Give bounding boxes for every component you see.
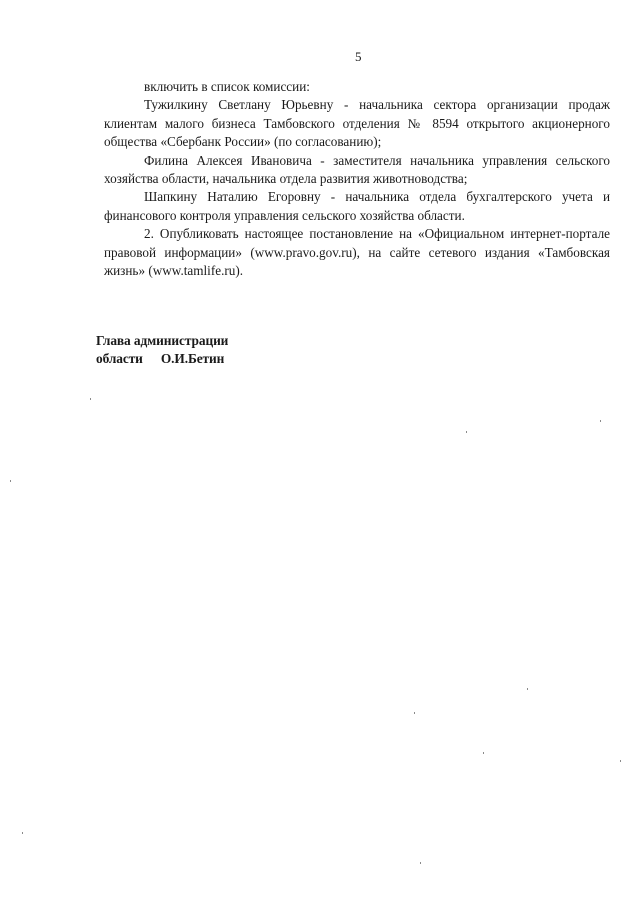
paragraph-intro: включить в список комиссии:: [144, 79, 310, 94]
signature-block: [96, 332, 228, 367]
scan-speck: [466, 431, 467, 433]
paragraph-shapkina: Шапкину Наталию Егоровну - начальника отдела бухгалтерского учета и финансового контроля управления сельского хозяйства области.: [104, 189, 610, 223]
signature-line: [96, 350, 228, 368]
scan-speck: [420, 862, 421, 864]
scan-speck: [483, 752, 484, 754]
scan-speck: [600, 420, 601, 422]
paragraph-tuzhilkina: Тужилкину Светлану Юрьевну - начальника сектора организации продаж клиентам малого бизнеса Тамбовского отделения № 8594 открытого акционерного общества «Сбербанк России» (по согласованию);: [104, 97, 610, 150]
scan-speck: [90, 398, 91, 400]
scan-speck: [414, 712, 415, 714]
document-body: [104, 78, 610, 280]
scan-speck: [527, 688, 528, 690]
page-number: 5: [355, 49, 362, 64]
scan-speck: [22, 832, 23, 834]
signature-title-line2: области: [96, 350, 143, 366]
scan-speck: [10, 480, 11, 482]
paragraph-filin: Филина Алексея Ивановича - заместителя начальника управления сельского хозяйства области, начальника отдела развития животноводства;: [104, 152, 610, 187]
signatory-name: О.И.Бетин: [160, 350, 225, 366]
scan-speck: [620, 760, 621, 762]
signature-title: Глава администрации: [96, 333, 229, 348]
paragraph-publish: 2. Опубликовать настоящее постановление на «Официальном интернет-портале правовой информации» (www.pravo.gov.ru), на сайте сетевого издания «Тамбовская жизнь» (www.tamlife.ru).: [104, 226, 610, 279]
